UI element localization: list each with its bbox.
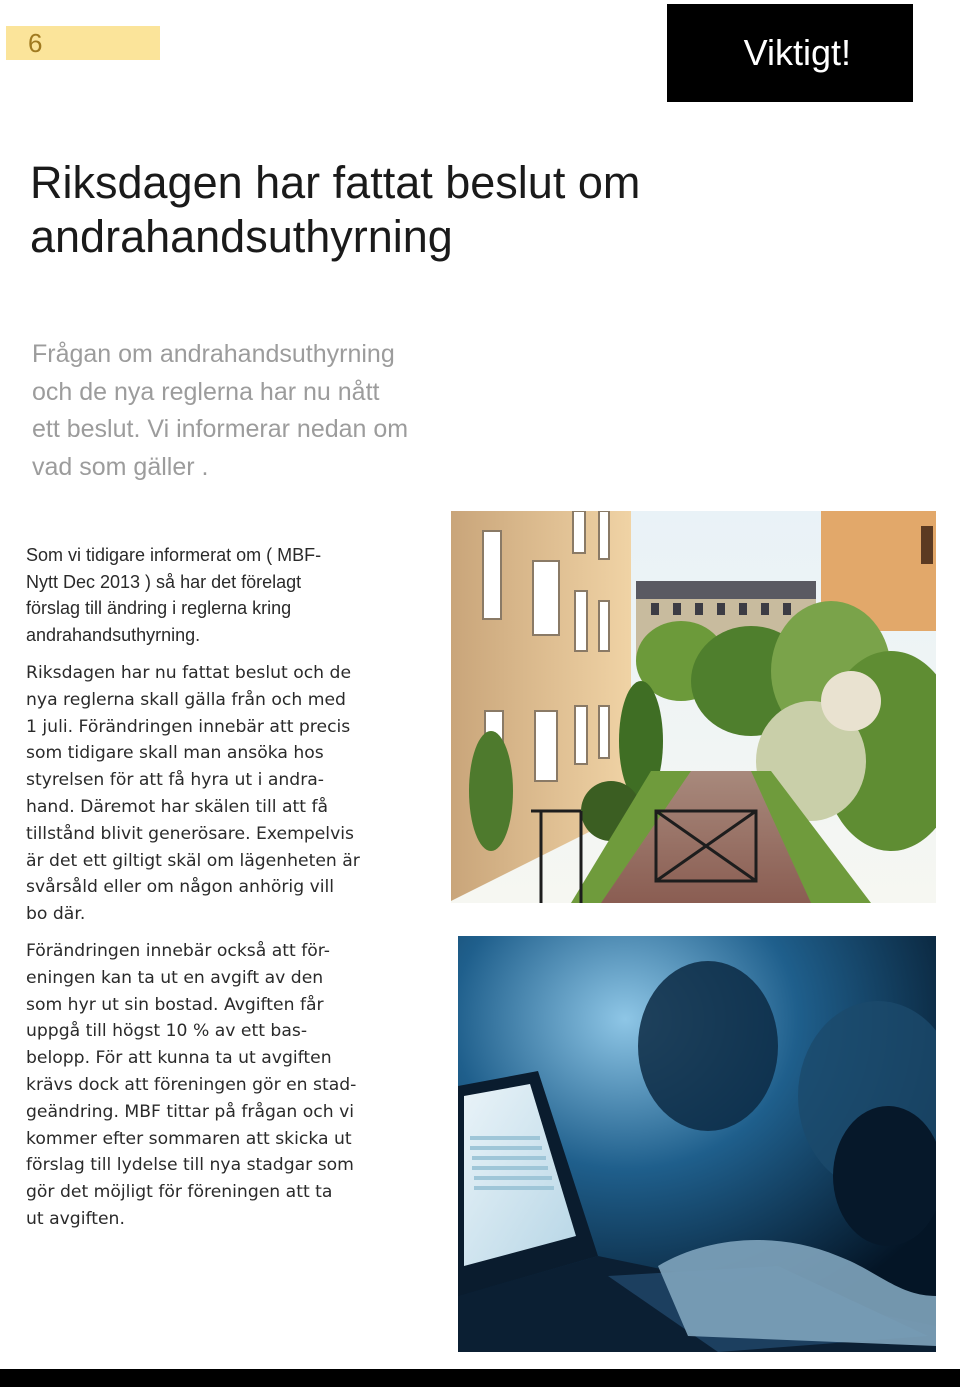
lead-line: Frågan om andrahandsuthyrning: [32, 340, 395, 368]
text-line: styrelsen för att få hyra ut i andra-: [26, 770, 325, 791]
page-number: 6: [6, 26, 160, 60]
text-line: hand. Däremot har skälen till att få: [26, 796, 329, 817]
laptop-photo: [458, 936, 936, 1352]
lead-line: ett beslut. Vi informerar nedan om: [32, 415, 409, 443]
text-line: andrahandsuthyrning.: [26, 624, 201, 645]
text-line: bo där.: [26, 904, 86, 925]
text-line: Riksdagen har nu fattat beslut och de: [26, 663, 352, 683]
text-line: 1 juli. Förändringen innebär att precis: [26, 716, 351, 737]
text-line: förslag till ändring i reglerna kring: [26, 598, 292, 618]
footer-bar: [0, 1369, 960, 1387]
title-line: Riksdagen har fattat beslut om: [30, 157, 641, 208]
text-line: Förändringen innebär också att för-: [26, 941, 330, 961]
text-line: geändring. MBF tittar på frågan och vi: [26, 1101, 355, 1122]
text-line: uppgå till högst 10 % av ett bas-: [26, 1021, 308, 1042]
text-line: Nytt Dec 2013 ) så har det förelagt: [26, 571, 302, 592]
lead-line: vad som gäller .: [32, 452, 209, 481]
text-line: krävs dock att föreningen gör en stad-: [26, 1074, 357, 1095]
section-label: Viktigt!: [667, 4, 913, 102]
text-line: är det ett giltigt skäl om lägenheten är: [26, 850, 360, 871]
text-line: gör det möjligt för föreningen att ta: [26, 1182, 333, 1203]
lead-paragraph: [32, 336, 472, 486]
body-paragraph-1: [26, 542, 386, 648]
text-line: belopp. För att kunna ta ut avgiften: [26, 1048, 332, 1069]
text-line: kommer efter sommaren att skicka ut: [26, 1128, 352, 1149]
text-line: tillstånd blivit generösare. Exempelvis: [26, 823, 354, 844]
text-line: eningen kan ta ut en avgift av den: [26, 967, 324, 988]
text-line: nya reglerna skall gälla från och med: [26, 689, 346, 710]
text-line: förslag till lydelse till nya stadgar som: [26, 1155, 354, 1176]
text-line: som hyr ut sin bostad. Avgiften får: [26, 994, 324, 1015]
text-line: ut avgiften.: [26, 1208, 125, 1229]
text-line: Som vi tidigare informerat om ( MBF-: [26, 545, 322, 565]
text-line: svårsåld eller om någon anhörig vill: [26, 877, 335, 898]
title-line: andrahandsuthyrning: [30, 211, 453, 262]
body-paragraph-3: [26, 938, 396, 1233]
lead-line: och de nya reglerna har nu nått: [32, 377, 380, 406]
article-title: [30, 156, 730, 264]
body-paragraph-2: [26, 660, 396, 928]
text-line: som tidigare skall man ansöka hos: [26, 743, 324, 764]
courtyard-photo: [451, 511, 936, 903]
